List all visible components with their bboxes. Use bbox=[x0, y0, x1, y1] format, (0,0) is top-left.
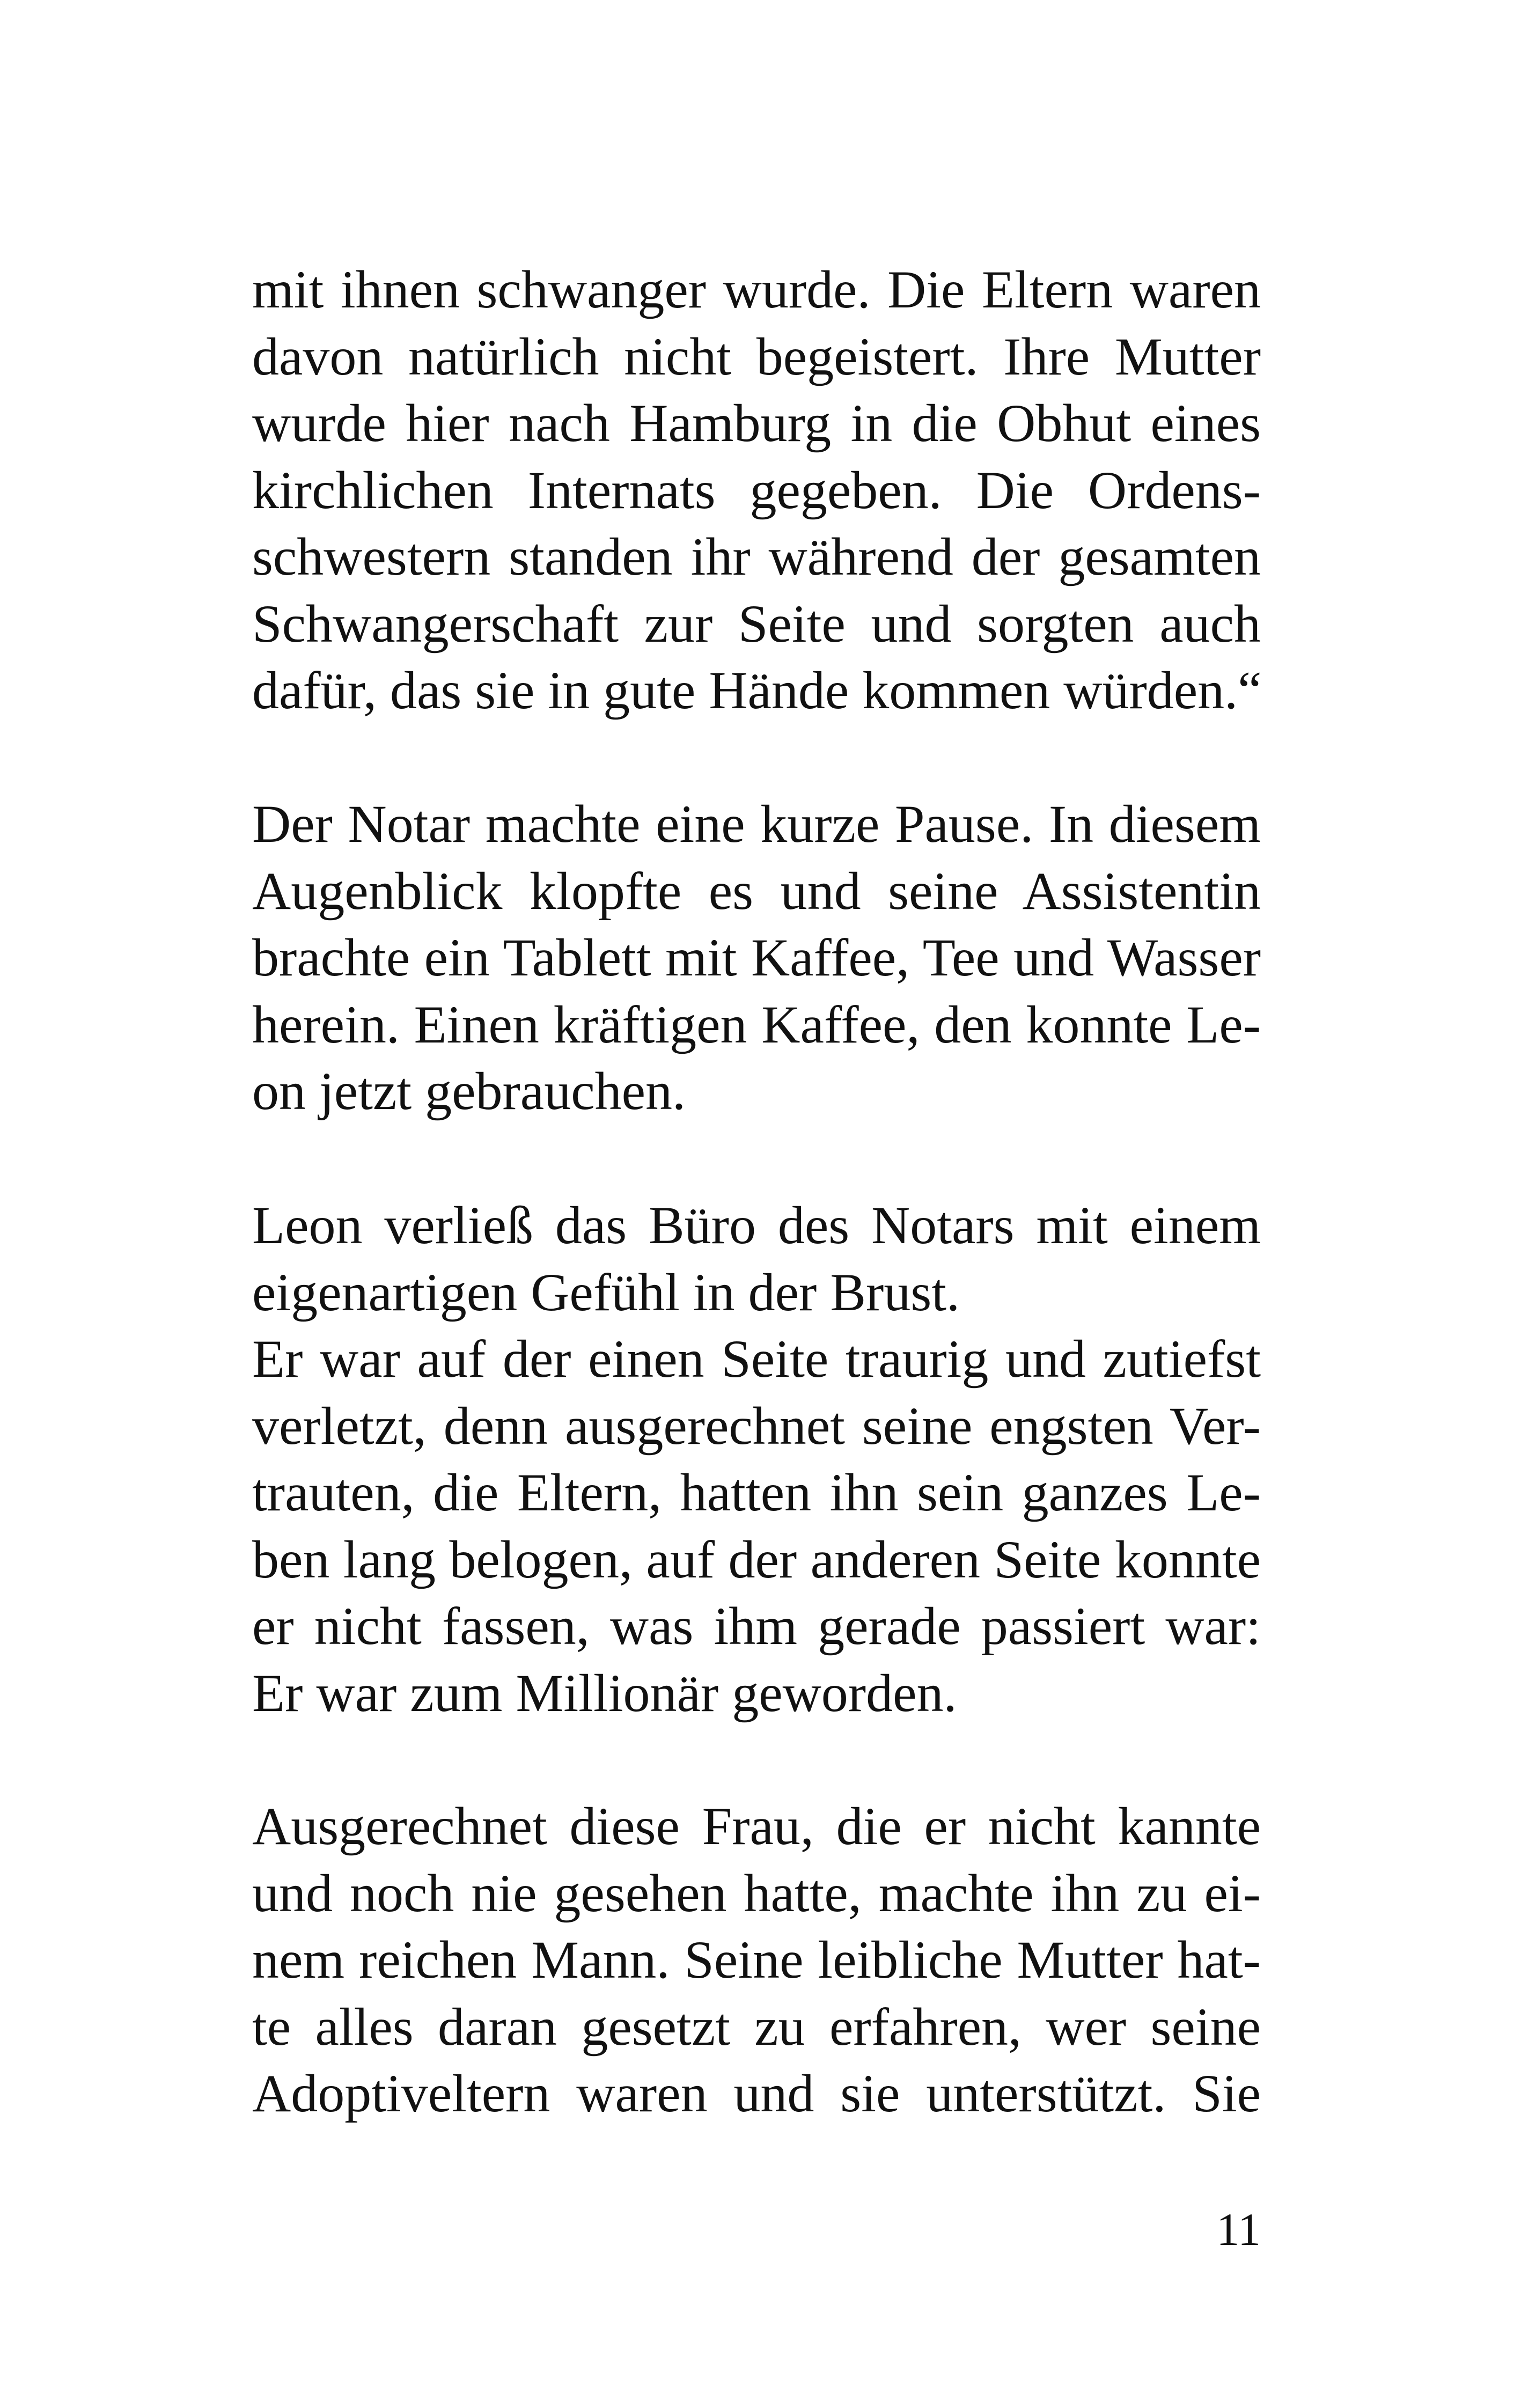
text-line: trauten, die Eltern, hatten ihn sein ganzes Le- bbox=[252, 1463, 1261, 1522]
text-line: Schwangerschaft zur Seite und sorgten auch bbox=[252, 593, 1261, 654]
text-line: herein. Einen kräftigen Kaffee, den konnte Le- bbox=[252, 994, 1261, 1054]
text-line: on jetzt gebrauchen. bbox=[252, 1061, 686, 1121]
text-line: und noch nie gesehen hatte, machte ihn zu ei- bbox=[252, 1863, 1261, 1923]
paragraph bbox=[252, 791, 1261, 1125]
text-line: verletzt, denn ausgerechnet seine engsten Ver- bbox=[252, 1396, 1261, 1456]
text-line: Adoptiveltern waren und sie unterstützt. Sie bbox=[252, 2064, 1261, 2123]
text-line: Der Notar machte eine kurze Pause. In diesem bbox=[252, 794, 1261, 854]
text-line: er nicht fassen, was ihm gerade passiert war: bbox=[252, 1596, 1261, 1656]
paragraph bbox=[252, 1192, 1261, 1727]
text-line: te alles daran gesetzt zu erfahren, wer seine bbox=[252, 1996, 1261, 2057]
text-line: dafür, das sie in gute Hände kommen würden.“ bbox=[252, 660, 1262, 720]
text-line: brachte ein Tablett mit Kaffee, Tee und Wasser bbox=[252, 928, 1261, 987]
text-line: nem reichen Mann. Seine leibliche Mutter hat- bbox=[252, 1930, 1261, 1989]
text-line: Augenblick klopfte es und seine Assistentin bbox=[252, 861, 1261, 921]
text-line: wurde hier nach Hamburg in die Obhut eines bbox=[252, 393, 1261, 453]
text-line: Er war auf der einen Seite traurig und zutiefst bbox=[252, 1329, 1261, 1389]
text-line: Er war zum Millionär geworden. bbox=[252, 1663, 957, 1723]
text-line: eigenartigen Gefühl in der Brust. bbox=[252, 1262, 960, 1322]
text-line: kirchlichen Internats gegeben. Die Ordens- bbox=[252, 460, 1261, 520]
text-line: mit ihnen schwanger wurde. Die Eltern waren bbox=[252, 260, 1261, 319]
text-line: ben lang belogen, auf der anderen Seite konnte bbox=[252, 1529, 1261, 1589]
text-line: Ausgerechnet diese Frau, die er nicht kannte bbox=[252, 1796, 1261, 1856]
text-line: davon natürlich nicht begeistert. Ihre Mutter bbox=[252, 326, 1261, 386]
text-line: Leon verließ das Büro des Notars mit einem bbox=[252, 1195, 1261, 1255]
paragraph bbox=[252, 1793, 1261, 2127]
text-line: schwestern standen ihr während der gesamten bbox=[252, 527, 1261, 586]
paragraph bbox=[252, 256, 1261, 724]
page-number: 11 bbox=[1216, 2204, 1261, 2255]
